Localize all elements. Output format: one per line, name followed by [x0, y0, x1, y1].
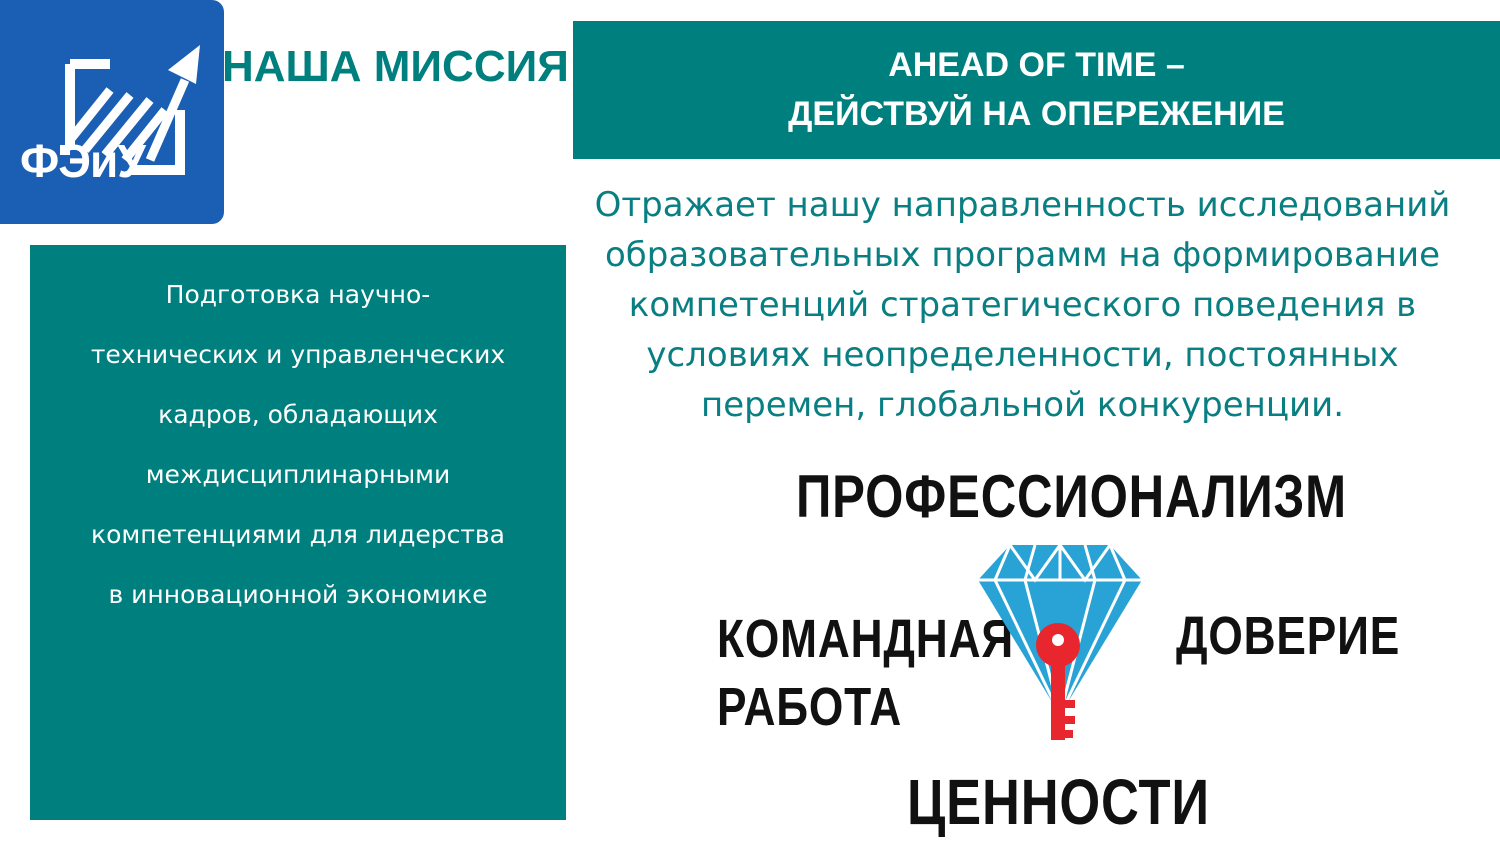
banner-line-2: ДЕЙСТВУЙ НА ОПЕРЕЖЕНИЕ — [788, 95, 1285, 133]
diamond-key-icon — [970, 540, 1150, 750]
mission-text: Подготовка научно-технических и управленческих кадров, обладающих междисциплинарными компетенциями для лидерства в инновационной экономике — [90, 280, 506, 609]
slogan-banner — [573, 21, 1500, 159]
logo — [0, 0, 224, 224]
growth-arrow-icon — [0, 0, 224, 224]
mission-description: Отражает нашу направленность исследований образовательных программ на формирование компетенций стратегического поведения в условиях неопределенности, постоянных перемен, глобальной конкуренции. — [594, 185, 1451, 425]
mission-box — [30, 245, 566, 820]
value-trust: ДОВЕРИЕ — [1176, 606, 1401, 666]
value-professionalism: ПРОФЕССИОНАЛИЗМ — [796, 463, 1347, 530]
value-teamwork-line-2: РАБОТА — [717, 677, 903, 737]
banner-line-1: AHEAD OF TIME – — [888, 45, 1185, 84]
values-heading: ЦЕННОСТИ — [907, 766, 1210, 838]
value-teamwork-line-1: КОМАНДНАЯ — [717, 609, 1015, 669]
logo-text: ФЭиУ — [20, 135, 145, 187]
page-title: НАША МИССИЯ — [222, 42, 569, 91]
